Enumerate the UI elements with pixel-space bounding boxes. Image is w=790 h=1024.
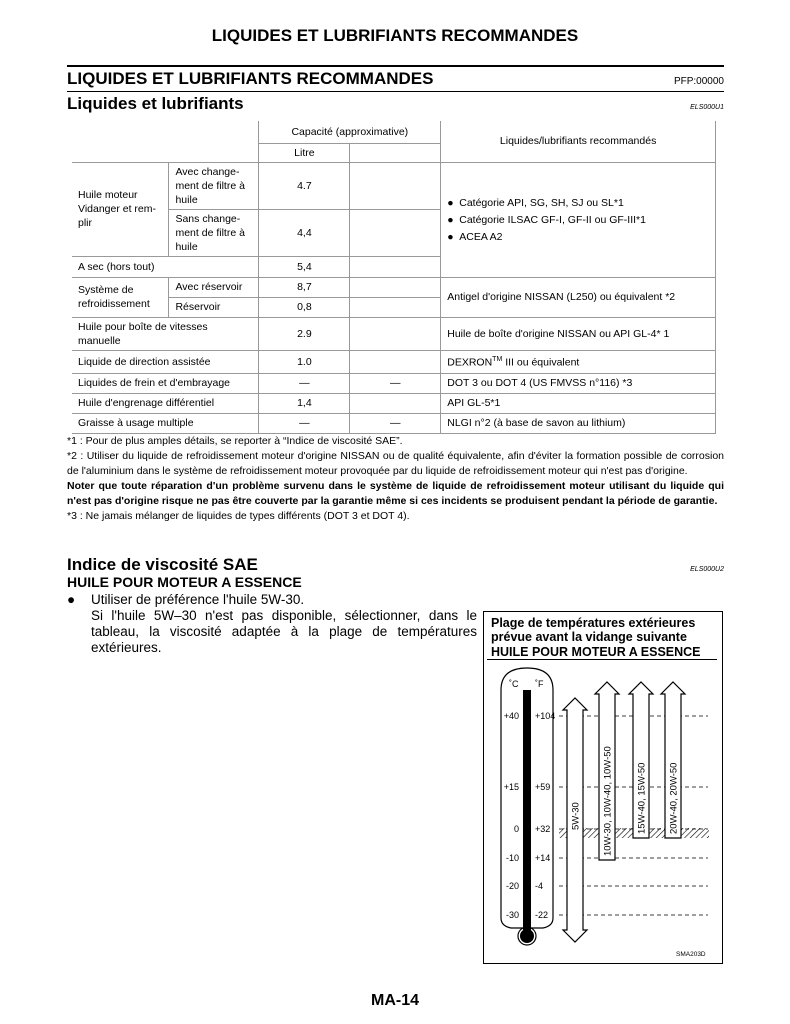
section-title: LIQUIDES ET LUBRIFIANTS RECOMMANDES — [67, 69, 434, 88]
unit-f: ˚F — [535, 679, 544, 689]
gearbox-recommendation: Huile de boîte d'origine NISSAN ou API GL-4* 1 — [441, 317, 716, 350]
engine-oil-label: Huile moteur Vidanger et rem-plir — [72, 162, 169, 256]
sae-line-2: Si l'huile 5W–30 n'est pas disponible, sélectionner, dans le tableau, la viscosité adaptée à la plage de températures extérieures. — [91, 608, 477, 655]
gearbox-label: Huile pour boîte de vitesses manuelle — [72, 317, 259, 350]
with-reservoir-value: 8,7 — [259, 277, 350, 297]
reservoir-label: Réservoir — [169, 297, 259, 317]
section-rule — [67, 91, 724, 92]
grade-label: 5W-30 — [570, 802, 582, 830]
celsius-label: -20 — [505, 881, 519, 891]
steering-recommendation: DEXRON™ III ou équivalent — [441, 350, 716, 373]
fahrenheit-label: -22 — [535, 910, 549, 920]
bullet-icon: ● — [67, 592, 76, 607]
grade-arrows — [563, 682, 685, 942]
brake-recommendation: DOT 3 ou DOT 4 (US FMVSS n°116) *3 — [441, 373, 716, 393]
grease-value-2: — — [350, 413, 441, 433]
figure-title: Plage de températures extérieures prévue avant la vidange suivante — [491, 616, 696, 644]
empty-corner — [72, 121, 259, 162]
grade-label: 10W-30, 10W-40, 10W-50 — [602, 746, 614, 856]
with-filter-label: Avec change-ment de filtre à huile — [169, 162, 259, 209]
brake-label: Liquides de frein et d'embrayage — [72, 373, 259, 393]
pfp-code: PFP:00000 — [673, 76, 724, 87]
fahrenheit-label: +32 — [535, 824, 551, 834]
without-filter-label: Sans change-ment de filtre à huile — [169, 209, 259, 256]
blank-cell — [350, 277, 441, 297]
gearbox-value: 2.9 — [259, 317, 350, 350]
grade-label: 20W-40, 20W-50 — [668, 762, 680, 834]
blank-cell — [350, 350, 441, 373]
viscosity-chart — [483, 660, 723, 960]
reservoir-value: 0,8 — [259, 297, 350, 317]
without-filter-value: 4,4 — [259, 209, 350, 256]
blank-cell — [350, 297, 441, 317]
fahrenheit-label: +14 — [535, 853, 551, 863]
running-header: LIQUIDES ET LUBRIFIANTS RECOMMANDES — [211, 26, 579, 45]
oil-bullet-1: ● Catégorie API, SG, SH, SJ ou SL*1 — [447, 196, 624, 209]
blank-cell — [350, 256, 441, 277]
note-1: *1 : Pour de plus amples détails, se reporter à “Indice de viscosité SAE”. — [67, 435, 403, 447]
fluids-table — [72, 121, 716, 434]
fahrenheit-label: +104 — [535, 711, 556, 721]
diff-value: 1,4 — [259, 393, 350, 413]
els-code: ELS000U1 — [690, 104, 724, 111]
steering-label: Liquide de direction assistée — [72, 350, 259, 373]
celsius-label: -30 — [505, 910, 519, 920]
blank-cell — [350, 162, 441, 209]
recommended-header: Liquides/lubrifiants recommandés — [441, 121, 716, 162]
litre-header: Litre — [259, 143, 350, 162]
note-3: *3 : Ne jamais mélanger de liquides de types différents (DOT 3 et DOT 4). — [67, 510, 410, 522]
oil-recommendation — [441, 162, 716, 277]
blank-cell — [350, 317, 441, 350]
sae-subtitle: HUILE POUR MOTEUR A ESSENCE — [67, 574, 302, 590]
footnotes — [67, 434, 724, 524]
dry-value: 5,4 — [259, 256, 350, 277]
sae-instructions — [67, 592, 477, 656]
blank-unit-header — [350, 143, 441, 162]
warranty-warning: Noter que toute réparation d'un problème survenu dans le système de liquide de refroidissement moteur utilisant du liquide qui n'est pas d'origine risque ne pas être couverte par la garantie même si ces incidents se produisent pendant la période de garantie. — [67, 480, 724, 507]
blank-cell — [350, 209, 441, 256]
sae-title: Indice de viscosité SAE — [67, 555, 258, 574]
thermometer-bulb — [520, 929, 534, 943]
brake-value-2: — — [350, 373, 441, 393]
cooling-label: Système de refroidissement — [72, 277, 169, 317]
celsius-label: +15 — [503, 782, 519, 792]
grease-label: Graisse à usage multiple — [72, 413, 259, 433]
oil-bullet-2: ● Catégorie ILSAC GF-I, GF-II ou GF-III*1 — [447, 213, 646, 226]
sae-code: ELS000U2 — [690, 566, 724, 573]
steering-value: 1.0 — [259, 350, 350, 373]
brake-value: — — [259, 373, 350, 393]
grease-value: — — [259, 413, 350, 433]
grade-label: 15W-40, 15W-50 — [636, 762, 648, 834]
fahrenheit-label: -4 — [535, 881, 544, 891]
blank-cell — [350, 393, 441, 413]
unit-c: ˚C — [509, 679, 519, 689]
diff-recommendation: API GL-5*1 — [441, 393, 716, 413]
grease-recommendation: NLGI n°2 (à base de savon au lithium) — [441, 413, 716, 433]
header-rule — [67, 65, 724, 67]
page-number: MA-14 — [370, 992, 419, 1009]
note-2: *2 : Utiliser du liquide de refroidissement moteur d'origine NISSAN ou de qualité équivalente, afin d'éviter la formation possible de corrosion de l'aluminium dans le système de refroidissement moteur provoquée par du liquide de refroidissement moteur qui n'est pas d'origine. — [67, 450, 724, 477]
figure-subtitle: HUILE POUR MOTEUR A ESSENCE — [491, 645, 701, 659]
celsius-label: 0 — [513, 824, 519, 834]
coolant-recommendation: Antigel d'origine NISSAN (L250) ou équivalent *2 — [441, 277, 716, 317]
celsius-label: +40 — [503, 711, 519, 721]
figure-code: SMA203D — [676, 951, 706, 958]
diff-label: Huile d'engrenage différentiel — [72, 393, 259, 413]
subsection-title: Liquides et lubrifiants — [67, 94, 244, 113]
fahrenheit-label: +59 — [535, 782, 551, 792]
with-reservoir-label: Avec réservoir — [169, 277, 259, 297]
with-filter-value: 4.7 — [259, 162, 350, 209]
oil-bullet-3: ● ACEA A2 — [447, 230, 503, 243]
thermometer-column — [523, 690, 531, 930]
dry-label: A sec (hors tout) — [72, 256, 259, 277]
sae-line-1: Utiliser de préférence l'huile 5W-30. — [91, 592, 305, 607]
celsius-label: -10 — [505, 853, 519, 863]
capacity-header: Capacité (approximative) — [259, 121, 441, 143]
